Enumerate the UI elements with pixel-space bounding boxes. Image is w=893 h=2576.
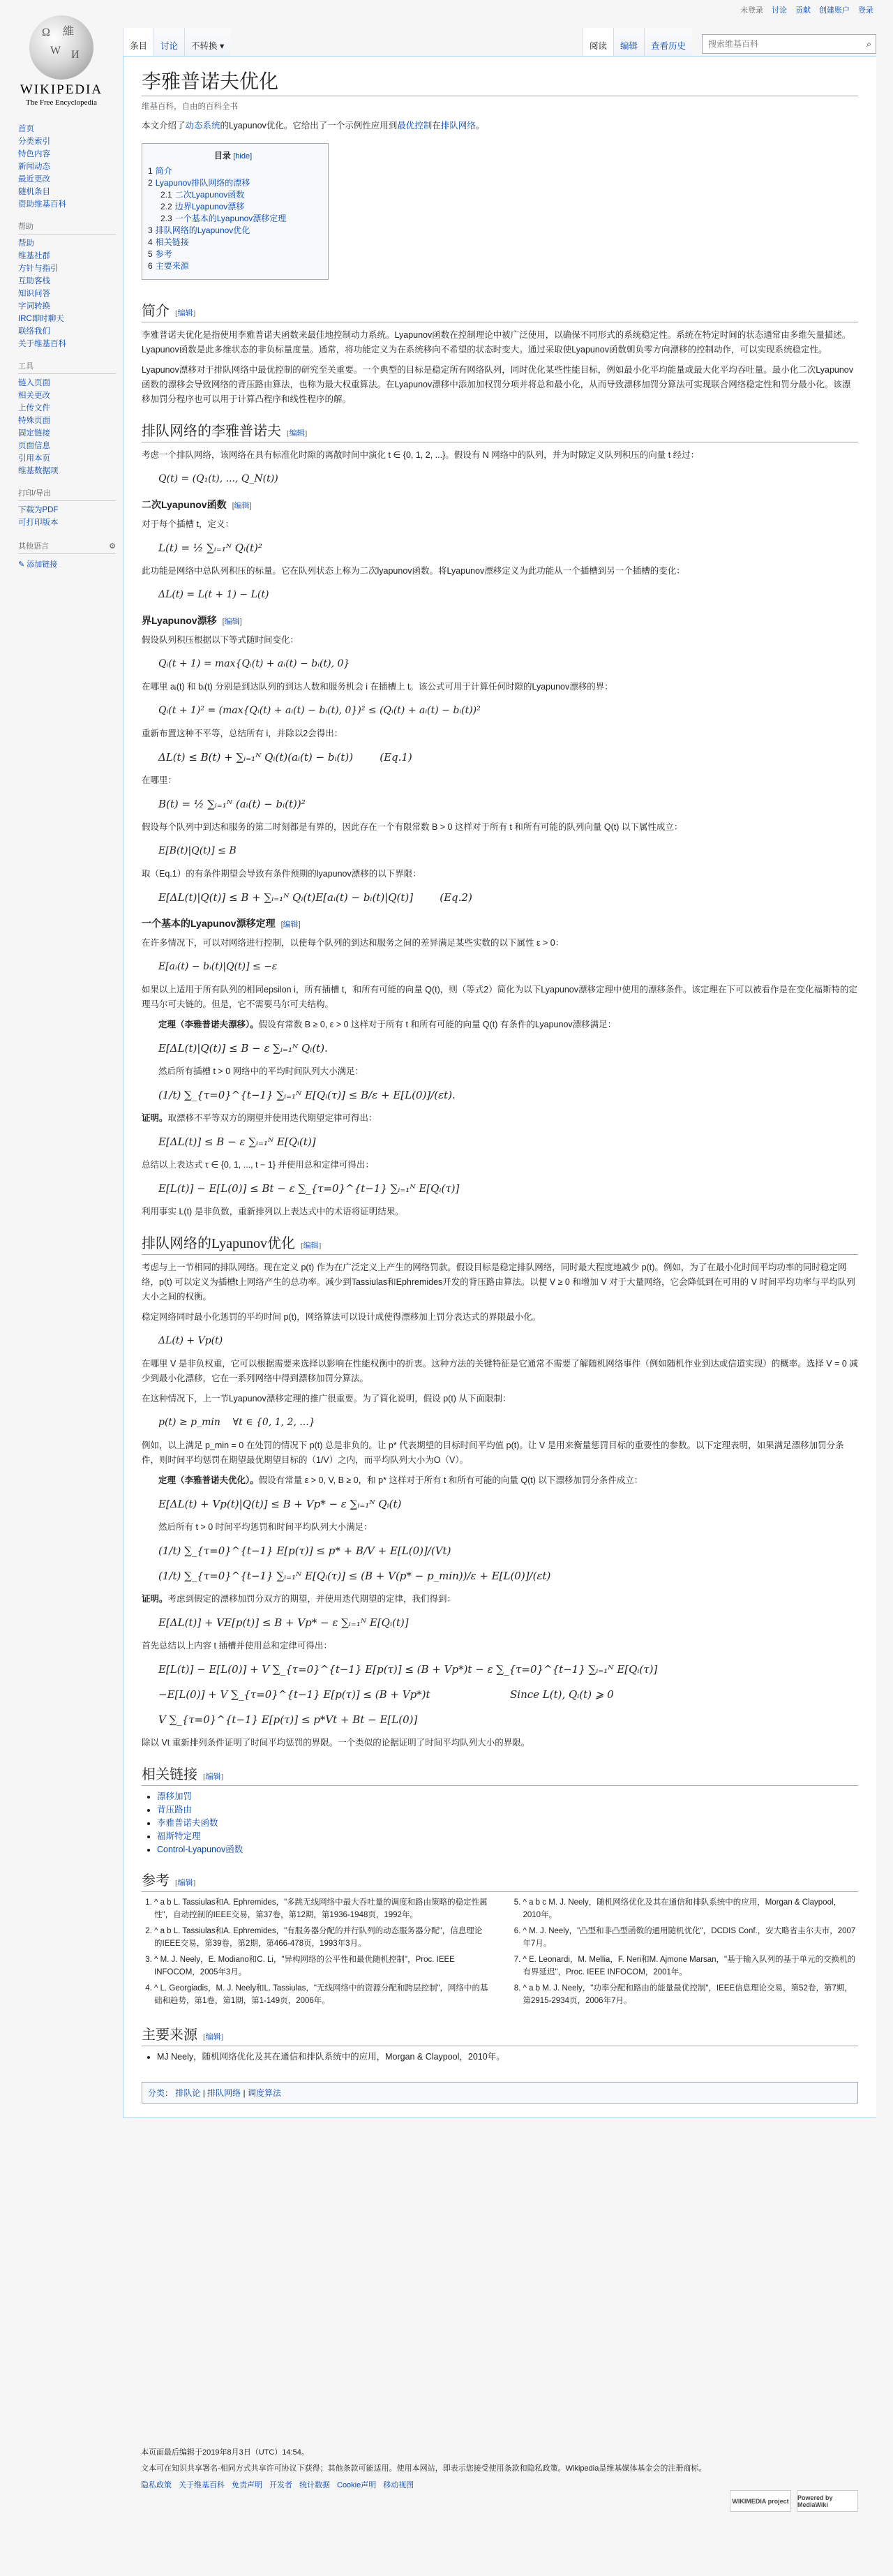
edit-label[interactable]: 编辑	[289, 429, 305, 438]
paragraph: 对于每个插槽 t，定义：	[142, 519, 234, 529]
sidebar-item[interactable]: 可打印版本	[18, 519, 59, 527]
globe-glyph: Ω	[42, 27, 50, 38]
sidebar-item[interactable]: 互助客栈	[18, 277, 50, 285]
sidebar-item[interactable]: 资助维基百科	[18, 200, 66, 209]
gear-icon[interactable]: ⚙	[109, 542, 116, 551]
heading-text: 二次Lyapunov函数	[142, 499, 227, 510]
math-formula: B(t) = ½ ∑ᵢ₌₁ᴺ (aᵢ(t) − bᵢ(t))²	[158, 798, 306, 810]
proof-title: 证明。	[142, 1113, 168, 1123]
math-formula: E[ΔL(t)|Q(t)] ≤ B − ε ∑ᵢ₌₁ᴺ Qᵢ(t).	[158, 1042, 328, 1055]
site-tagline: 维基百科，自由的百科全书	[142, 103, 238, 111]
category-link[interactable]: 排队网络	[207, 2088, 241, 2098]
edit-section-link[interactable]: [编辑]	[203, 2033, 224, 2041]
wikimedia-badge[interactable]: WIKIMEDIA project	[730, 2490, 791, 2512]
heading-text: 主要来源	[142, 2027, 197, 2043]
theorem	[158, 1018, 858, 1032]
edit-section-link[interactable]: [编辑]	[175, 1879, 196, 1887]
paragraph: 在哪里 aᵢ(t) 和 bᵢ(t) 分别是到达队列的到达人数和服务机会 i 在插槽上 t。该公式可用于计算任何时隙的Lyapunov漂移的界：	[142, 682, 613, 692]
text: 的Lyapunov优化。它给出了一个示例性应用到	[220, 121, 398, 131]
toc-number: 4	[148, 237, 153, 247]
math-formula: ΔL(t) = L(t + 1) − L(t)	[158, 589, 269, 600]
add-links-button[interactable]	[18, 558, 116, 569]
sidebar-item[interactable]: 相关更改	[18, 392, 50, 400]
toc-item[interactable]	[148, 260, 318, 272]
search-input[interactable]	[707, 38, 866, 50]
page-title: 李雅普诺夫优化	[142, 66, 858, 96]
math-line: −E[L(0)] + V ∑_{τ=0}^{t−1} E[p(τ)] ≤ (B + Vp*)t	[158, 1688, 430, 1701]
reference-item[interactable]: 6. ^ M. J. Neely，"凸型和非凸型函数的通用随机优化"，DCDIS Conf.，安大略省圭尔夫市，2007年7月。	[523, 1925, 859, 1950]
math-formula: E[ΔL(t)|Q(t)] ≤ B + ∑ᵢ₌₁ᴺ Qᵢ(t)E[aᵢ(t) − bᵢ(t)|Q(t)] (Eq.2)	[158, 891, 472, 904]
toc-link[interactable]: 简介	[155, 166, 172, 176]
paragraph: 稳定网络同时最小化惩罚的平均时间 p(t)，网络算法可以设计成使得漂移加上罚分表达式的界限最小化。	[142, 1312, 541, 1322]
view-tabs	[583, 28, 876, 56]
category-link[interactable]: 调度算法	[247, 2088, 281, 2098]
paragraph: 在哪里 V 是非负权重，它可以根据需要来选择以影响在性能权衡中的折衷。这种方法的关键特征是它通常不需要了解随机网络事件（例如随机作业到达或信道实现）的概率。选择 V = 0 减少到最小化漂移，它在一系列网络中得到漂移加罚分算法。	[142, 1359, 858, 1383]
globe-glyph: И	[71, 49, 80, 61]
references-left	[142, 1896, 490, 2011]
paragraph: 假设每个队列中到达和服务的第二时刻都是有界的，因此存在一个有限常数 B > 0 这样对于所有 t 和所有可能的队列向量 Q(t) 以下属性成立：	[142, 822, 683, 832]
reference-item[interactable]: 7. ^ E. Leonardi，M. Mellia，F. Neri和M. Ajmone Marsan，"基于输入队列的基于单元的交换机的有界延迟"，Proc. IEEE INFOCOM，2001年。	[523, 1953, 859, 1979]
category-box: 分类： 排队论 | 排队网络 | 调度算法	[142, 2082, 858, 2104]
subsection-heading	[142, 916, 858, 930]
math-formula: p(t) ≥ p_min ∀t ∈ {0, 1, 2, ...}	[158, 1417, 315, 1428]
related-link[interactable]: 福斯特定理	[157, 1831, 201, 1841]
text: 在	[432, 121, 441, 131]
toc-number: 6	[148, 261, 153, 271]
login-link[interactable]: 登录	[858, 6, 873, 15]
proof-title: 证明。	[142, 1594, 168, 1604]
edit-label[interactable]: 编辑	[177, 1879, 193, 1887]
anon-user-label: 未登录	[740, 6, 763, 15]
paragraph: 除以 Vt 重新排列条件证明了时间平均惩罚的界限。一个类似的论据证明了时间平均队列大小的界限。	[142, 1738, 530, 1748]
table-of-contents	[142, 143, 329, 280]
related-link[interactable]: Control-Lyapunov函数	[157, 1845, 243, 1854]
sidebar-languages-heading	[18, 540, 116, 554]
edit-label[interactable]: 编辑	[224, 618, 240, 626]
sidebar-tools-heading: 工具	[18, 360, 116, 374]
toc-link[interactable]: 二次Lyapunov函数	[174, 190, 245, 200]
languages-label: 其他语言	[18, 542, 49, 551]
variant-dropdown[interactable]	[184, 28, 230, 56]
section-heading	[142, 1869, 858, 1892]
toc-link[interactable]: 相关链接	[155, 237, 189, 247]
section-heading	[142, 2023, 858, 2046]
toc-link[interactable]: 排队网络的Lyapunov优化	[155, 225, 250, 235]
subsection-heading	[142, 613, 858, 627]
sidebar-item[interactable]: 随机条目	[18, 188, 50, 196]
heading-text: 排队网络的李雅普诺夫	[142, 424, 281, 439]
math-formula: (1/t) ∑_{τ=0}^{t−1} ∑ᵢ₌₁ᴺ E[Qᵢ(τ)] ≤ (B + V(p* − p_min))/ε + E[L(0)]/(εt)	[158, 1570, 551, 1582]
paragraph: 考虑与上一节相同的排队网络。现在定义 p(t) 作为在广泛定义上产生的网络罚款。假设目标是稳定排队网络，同时最大程度地减少 p(t)。例如，为了在最小化时间平均功率的同时稳定网络，p(t) 可以定义为插槽t上网络产生的总功率。减少到Tassiulas和Ephremides开发的背压路由算法。以便 V ≥ 0 和增加 V 对于大量网络，它会降低到在可用的 V 时间平均功率与平均队列大小之间的权衡。	[142, 1263, 855, 1302]
proof-text: 取漂移不平等双方的期望并使用迭代期望定律可得出：	[167, 1113, 377, 1123]
math-formula: V ∑_{τ=0}^{t−1} E[p(τ)] ≤ p*Vt + Bt − E[L(0)]	[158, 1713, 418, 1726]
toc-item[interactable]	[148, 189, 318, 201]
edit-section-link[interactable]: [编辑]	[301, 1242, 322, 1250]
edit-label[interactable]: 编辑	[205, 2033, 221, 2041]
category-label[interactable]: 分类	[148, 2088, 165, 2098]
sidebar-item[interactable]: 最近更改	[18, 175, 50, 184]
puzzle-globe-icon	[29, 15, 93, 80]
paragraph: 在哪里：	[142, 775, 177, 785]
math-formula: L(t) = ½ ∑ᵢ₌₁ᴺ Qᵢ(t)²	[158, 542, 262, 554]
paragraph: 首先总结以上内容 t 插槽并使用总和定律可得出：	[142, 1641, 332, 1651]
edit-section-link[interactable]: [编辑]	[287, 429, 308, 438]
wiki-link[interactable]: 排队网络	[440, 121, 476, 131]
namespace-tabs	[123, 28, 230, 56]
math-formula: E[ΔL(t) + Vp(t)|Q(t)] ≤ B + Vp* − ε ∑ᵢ₌₁ᴺ Qᵢ(t)	[158, 1498, 402, 1510]
subsection-heading	[142, 498, 858, 512]
heading-text: 相关链接	[142, 1767, 197, 1782]
toc-item[interactable]	[148, 237, 318, 248]
math-formula: E[L(t)] − E[L(0)] ≤ Bt − ε ∑_{τ=0}^{t−1} ∑ᵢ₌₁ᴺ E[Qᵢ(τ)]	[158, 1182, 460, 1195]
toc-link[interactable]: 边界Lyapunov漂移	[174, 202, 245, 211]
sidebar-help-heading: 帮助	[18, 221, 116, 234]
sidebar-main-nav	[18, 123, 116, 211]
math-formula: E[aᵢ(t) − bᵢ(t)|Q(t)] ≤ −ε	[158, 961, 278, 972]
sidebar-print-nav	[18, 504, 116, 529]
text: 本文介绍了	[142, 121, 186, 131]
footer-link[interactable]: 关于维基百科	[179, 2481, 225, 2489]
mediawiki-badge[interactable]: Powered by MediaWiki	[797, 2490, 858, 2512]
related-link[interactable]: 漂移加罚	[157, 1792, 193, 1801]
toc-number: 2.2	[160, 202, 172, 211]
toc-number: 2.1	[160, 190, 172, 200]
edit-section-link[interactable]: [编辑]	[175, 309, 196, 318]
proof	[142, 1111, 858, 1126]
sidebar-item[interactable]: 字词转换	[18, 302, 50, 311]
math-formula: Qᵢ(t + 1) = max{Qᵢ(t) + aᵢ(t) − bᵢ(t), 0}	[158, 658, 350, 669]
reference-item[interactable]: 1. ^ a b L. Tassiulas和A. Ephremides，"多跳无线网络中最大吞吐量的调度和路由策略的稳定性属性"，自动控制的IEEE交易，第37卷，第12期，第1936-1948页，1992年。	[154, 1896, 490, 1921]
footer-link[interactable]: 移动视图	[383, 2481, 414, 2489]
footer-badges	[730, 2490, 858, 2512]
related-link[interactable]: 李雅普诺夫函数	[157, 1818, 218, 1828]
section-heading	[142, 419, 858, 442]
tab-talk[interactable]: 讨论	[153, 28, 184, 56]
globe-glyph: W	[50, 45, 61, 57]
list-item	[157, 1843, 858, 1856]
wordmark: WIKIPEDIA	[20, 82, 103, 97]
toc-number: 2	[148, 178, 153, 188]
toc-item[interactable]	[148, 225, 318, 237]
toc-item[interactable]	[148, 213, 318, 225]
footer-links	[141, 2479, 858, 2490]
math-formula: E[ΔL(t)] ≤ B − ε ∑ᵢ₌₁ᴺ E[Qᵢ(t)]	[158, 1136, 316, 1148]
footer-link[interactable]: Cookie声明	[337, 2481, 377, 2489]
edit-label[interactable]: 编辑	[205, 1773, 221, 1781]
paragraph: 如果以上适用于所有队列的相同epsilon i，所有插槽 t，和所有可能的向量 Q(t)，则（等式2）简化为以下Lyapunov漂移定理中使用的漂移条件。该定理在下可以被看作是在变化福斯特的定理马尔可夫链的。但是，它不需要马尔可夫结构。	[142, 985, 858, 1009]
toc-hide-toggle[interactable]: [hide]	[233, 152, 253, 161]
paragraph: 总结以上表达式 τ ∈ {0, 1, ..., t − 1} 并使用总和定律可得出：	[142, 1160, 374, 1170]
math-note: Since L(t), Qᵢ(t) ⩾ 0	[510, 1688, 614, 1701]
text: 。	[475, 121, 485, 131]
paragraph: 重新布置这种不平等，总结所有 i，并除以2会得出：	[142, 729, 343, 738]
toc-link[interactable]: Lyapunov排队网络的漂移	[155, 178, 250, 188]
wiki-link[interactable]: 动态系统	[185, 121, 220, 131]
globe-glyph: 維	[63, 26, 75, 38]
heading-text: 参考	[142, 1873, 170, 1889]
section-heading	[142, 299, 858, 322]
list-item	[157, 1817, 858, 1830]
sidebar-item[interactable]: 维基社群	[18, 252, 50, 260]
heading-text: 简介	[142, 304, 170, 319]
edit-section-link[interactable]: [编辑]	[232, 502, 252, 510]
sidebar-item[interactable]: 帮助	[18, 239, 34, 248]
sidebar-item[interactable]: 首页	[18, 125, 34, 133]
intro-paragraph	[142, 119, 858, 133]
heading-text: 排队网络的Lyapunov优化	[142, 1236, 295, 1251]
personal-contrib-link[interactable]: 贡献	[795, 6, 811, 15]
wiki-link[interactable]: 最优控制	[397, 121, 433, 131]
heading-text: 一个基本的Lyapunov漂移定理	[142, 918, 276, 929]
sidebar-item[interactable]: 联络我们	[18, 327, 50, 336]
footer-link[interactable]: 统计数据	[299, 2481, 330, 2489]
edit-label[interactable]: 编辑	[303, 1242, 319, 1250]
toc-item[interactable]	[148, 177, 318, 189]
math-formula: Q(t) = (Q₁(t), ..., Q_N(t))	[158, 473, 278, 484]
paragraph: 取（Eq.1）的有条件期望会导致有条件预期的lyapunov漂移的以下界限：	[142, 869, 421, 879]
proof	[142, 1592, 858, 1607]
toc-title-text: 目录	[213, 151, 231, 161]
theorem-title: 定理（李雅普诺夫优化）。	[158, 1475, 259, 1485]
sidebar-item[interactable]: 特殊页面	[18, 417, 50, 425]
edit-label[interactable]: 编辑	[177, 309, 193, 318]
toc-item[interactable]	[148, 248, 318, 260]
create-account-link[interactable]: 创建账户	[819, 6, 850, 15]
edit-section-link[interactable]: [编辑]	[203, 1773, 224, 1781]
footer-link[interactable]: 免责声明	[232, 2481, 262, 2489]
toc-link[interactable]: 一个基本的Lyapunov漂移定理	[174, 214, 287, 223]
reference-item[interactable]: 3. ^ M. J. Neely，E. Modiano和C. Li，"异构网络的公平性和最优随机控制"，Proc. IEEE INFOCOM，2005年3月。	[154, 1953, 490, 1979]
sidebar-print-heading: 打印/导出	[18, 487, 116, 501]
toc-number: 2.3	[160, 214, 172, 223]
list-item: • MJ Neely，随机网络优化及其在通信和排队系统中的应用，Morgan & Claypool，2010年。	[157, 2050, 858, 2064]
personal-talk-link[interactable]: 讨论	[772, 6, 787, 15]
section-heading	[142, 1763, 858, 1786]
theorem-text: 假设有常量 ε > 0, V, B ≥ 0，和 p* 这样对于所有 t 和所有可能的向量 Q(t) 以下漂移加罚分条件成立：	[258, 1475, 643, 1485]
related-link[interactable]: 背压路由	[157, 1805, 193, 1815]
math-formula: (1/t) ∑_{τ=0}^{t−1} ∑ᵢ₌₁ᴺ E[Qᵢ(τ)] ≤ B/ε + E[L(0)]/(εt).	[158, 1089, 456, 1101]
paragraph: 假设队列积压根据以下等式随时间变化：	[142, 635, 299, 645]
wikipedia-logo[interactable]	[0, 0, 123, 112]
sidebar-item[interactable]: 分类索引	[18, 137, 50, 146]
sidebar-item[interactable]: 特色内容	[18, 150, 50, 158]
paragraph: 在这种情况下，上一节Lyapunov漂移定理的推广很重要。为了简化说明，假设 p(t) 从下面限制：	[142, 1394, 511, 1404]
toc-number: 3	[148, 225, 153, 235]
logo-tagline: The Free Encyclopedia	[25, 98, 97, 107]
sidebar-item[interactable]: 上传文件	[18, 404, 50, 412]
theorem-text: 假设有常数 B ≥ 0, ε > 0 这样对于所有 t 和所有可能的向量 Q(t) 有条件的Lyapunov漂移满足：	[258, 1020, 617, 1029]
tab-read[interactable]: 阅读	[583, 28, 613, 56]
search-icon[interactable]: ⌕	[866, 38, 871, 49]
sources-list	[142, 2050, 858, 2064]
variant-label: 不转换	[191, 41, 218, 51]
paragraph: 李雅普诺夫优化是指使用李雅普诺夫函数来最佳地控制动力系统。Lyapunov函数在控制理论中被广泛使用，以确保不同形式的系统稳定性。系统在特定时间的状态通常由多维矢量描述。Lyapunov函数是此多维状态的非负标量度量。通常，将功能定义为在系统移向不希望的状态时变大。通过采取使Lyapunov函数朝负零方向漂移的控制动作，可以实现系统稳定性。	[142, 330, 851, 355]
footer-link[interactable]: 开发者	[269, 2481, 292, 2489]
tab-article[interactable]: 条目	[123, 28, 153, 56]
license-text: 文本可在知识共享署名-相同方式共享许可协议下获得；其他条款可能适用。使用本网站，即表示您接受使用条款和隐私政策。Wikipedia是维基媒体基金会的注册商标。	[141, 2464, 707, 2473]
proof-text: 考虑到假定的漂移加罚分双方的期望，并使用迭代期望的定律，我们得到：	[167, 1594, 456, 1604]
toc-item[interactable]	[148, 201, 318, 213]
list-item	[157, 1790, 858, 1803]
sidebar-item[interactable]: 链入页面	[18, 379, 50, 387]
paragraph: Lyapunov漂移对于排队网络中最优控制的研究至关重要。一个典型的目标是稳定所有网络队列，同时优化某些性能目标，例如最小化平均能量或最大化平均吞吐量。最小化二次Lyapunov函数的漂移会导致网络的背压路由算法，也称为最大权重算法。在Lyapunov漂移中添加加权罚分项并将总和最小化，从而导致漂移加罚分算法可实现联合网络稳定性和罚分最小化。该漂移加罚分程序也可以用于计算凸程序和线性程序的解。	[142, 365, 853, 404]
math-formula: (1/t) ∑_{τ=0}^{t−1} E[p(τ)] ≤ p* + B/V + E[L(0)]/(Vt)	[158, 1544, 451, 1557]
article-content	[123, 56, 876, 2118]
sidebar-item[interactable]: IRC即时聊天	[18, 315, 64, 323]
toc-number: 1	[148, 166, 153, 176]
toc-link[interactable]: 参考	[155, 249, 172, 259]
math-formula	[158, 1685, 858, 1704]
sidebar-item[interactable]: 新闻动态	[18, 163, 50, 171]
toc-list	[148, 165, 318, 272]
sidebar-item[interactable]: 知识问答	[18, 290, 50, 298]
section-heading	[142, 1232, 858, 1255]
heading-text: 界Lyapunov漂移	[142, 615, 217, 626]
reference-item[interactable]: 2. ^ a b L. Tassiulas和A. Ephremides，"有服务器分配的并行队列的动态服务器分配"，信息理论的IEEE交易，第39卷，第2期，第466-478页，1993年3月。	[154, 1925, 490, 1950]
paragraph: 考虑一个排队网络，该网络在具有标准化时隙的离散时间中演化 t ∈ {0, 1, 2, ...}。假设有 N 网络中的队列，并为时隙定义队列积压的向量 t 经过：	[142, 450, 700, 460]
paragraph: 例如，以上满足 p_min = 0 在处罚的情况下 p(t) 总是非负的。让 p* 代表期望的目标时间平均值 p(t)。让 V 是用来衡量惩罚目标的重要性的参数。以下定理表明，如果满足漂移加罚分条件，则时间平均惩罚在期望最优期望目标的（1/V）之内，而平均队列大小为O（V）。	[142, 1440, 844, 1465]
category-link[interactable]: 排队论	[175, 2088, 201, 2098]
footer	[123, 2443, 876, 2508]
theorem-title: 定理（李雅普诺夫漂移）。	[158, 1020, 259, 1029]
sidebar-tools-nav	[18, 377, 116, 477]
paragraph: 利用事实 L(t) 是非负数，重新排列以上表达式中的术语将证明结果。	[142, 1207, 404, 1216]
footer-link[interactable]: 隐私政策	[141, 2481, 172, 2489]
edit-section-link[interactable]: [编辑]	[222, 618, 242, 626]
paragraph: 然后所有 t > 0 时间平均惩罚和时间平均队列大小满足：	[158, 1522, 373, 1532]
chevron-down-icon: ▾	[220, 41, 225, 51]
pencil-icon: ✎	[18, 560, 27, 569]
toc-link[interactable]: 主要来源	[155, 261, 189, 271]
reference-item[interactable]: 8. ^ a b M. J. Neely，"功率分配和路由的能量最优控制"，IEEE信息理论交易，第52卷，第7期，第2915-2934页，2006年7月。	[523, 1982, 859, 2007]
sidebar-item[interactable]: 维基数据项	[18, 467, 59, 475]
sidebar-help-nav	[18, 237, 116, 350]
paragraph: 然后所有插槽 t > 0 网络中的平均时间队列大小满足：	[158, 1066, 364, 1076]
paragraph: 此功能是网络中总队列积压的标量。它在队列状态上称为二次lyapunov函数。将Lyapunov漂移定义为此功能从一个插槽到另一个插槽的变化：	[142, 566, 685, 576]
last-modified: 本页面最后编辑于2019年8月3日（UTC）14:54。	[141, 2448, 309, 2457]
reference-item[interactable]: 4. ^ L. Georgiadis，M. J. Neely和L. Tassiulas，"无线网络中的资源分配和跨层控制"，网络中的基础和趋势，第1卷，第1期，第1-149页，2006年。	[154, 1982, 490, 2007]
paragraph: 在许多情况下，可以对网络进行控制，以使每个队列的到达和服务之间的差异满足某些实数的以下属性 ε > 0：	[142, 938, 564, 948]
references	[142, 1896, 858, 2011]
toc-item[interactable]	[148, 165, 318, 177]
reference-item[interactable]: 5. ^ a b c M. J. Neely，随机网络优化及其在通信和排队系统中的应用，Morgan & Claypool，2010年。	[523, 1896, 859, 1921]
search-box	[702, 34, 876, 54]
math-formula: Qᵢ(t + 1)² = (max{Qᵢ(t) + aᵢ(t) − bᵢ(t), 0})² ≤ (Qᵢ(t) + aᵢ(t) − bᵢ(t))²	[158, 705, 481, 716]
toc-number: 5	[148, 249, 153, 259]
edit-label[interactable]: 编辑	[234, 502, 250, 510]
math-formula: E[ΔL(t)] + VE[p(t)] ≤ B + Vp* − ε ∑ᵢ₌₁ᴺ E[Qᵢ(t)]	[158, 1616, 409, 1629]
sidebar-item[interactable]: 引用本页	[18, 454, 50, 463]
tab-edit[interactable]: 编辑	[613, 28, 644, 56]
math-formula: E[L(t)] − E[L(0)] + V ∑_{τ=0}^{t−1} E[p(τ)] ≤ (B + Vp*)t − ε ∑_{τ=0}^{t−1} ∑ᵢ₌₁ᴺ E[Qᵢ(τ)]	[158, 1663, 658, 1676]
tab-bar	[123, 28, 876, 56]
math-formula: ΔL(t) + Vp(t)	[158, 1335, 223, 1346]
sidebar-item[interactable]: 页面信息	[18, 442, 50, 450]
toc-title	[148, 149, 318, 161]
sidebar	[0, 123, 123, 569]
list-item	[157, 1803, 858, 1817]
math-formula: ΔL(t) ≤ B(t) + ∑ᵢ₌₁ᴺ Qᵢ(t)(aᵢ(t) − bᵢ(t)) (Eq.1)	[158, 751, 412, 764]
related-links-list	[142, 1790, 858, 1856]
list-item	[157, 1830, 858, 1843]
edit-section-link[interactable]: [编辑]	[280, 921, 301, 929]
sidebar-item[interactable]: 固定链接	[18, 429, 50, 438]
sidebar-item[interactable]: 下载为PDF	[18, 506, 59, 514]
references-right	[511, 1896, 859, 2011]
add-links-label: 添加链接	[27, 560, 58, 569]
tab-history[interactable]: 查看历史	[644, 28, 692, 56]
personal-tools	[740, 4, 873, 15]
theorem	[158, 1473, 858, 1488]
edit-label[interactable]: 编辑	[283, 921, 299, 929]
math-formula: E[B(t)|Q(t)] ≤ B	[158, 845, 237, 856]
sidebar-item[interactable]: 方针与指引	[18, 265, 59, 273]
sidebar-item[interactable]: 关于维基百科	[18, 340, 66, 348]
